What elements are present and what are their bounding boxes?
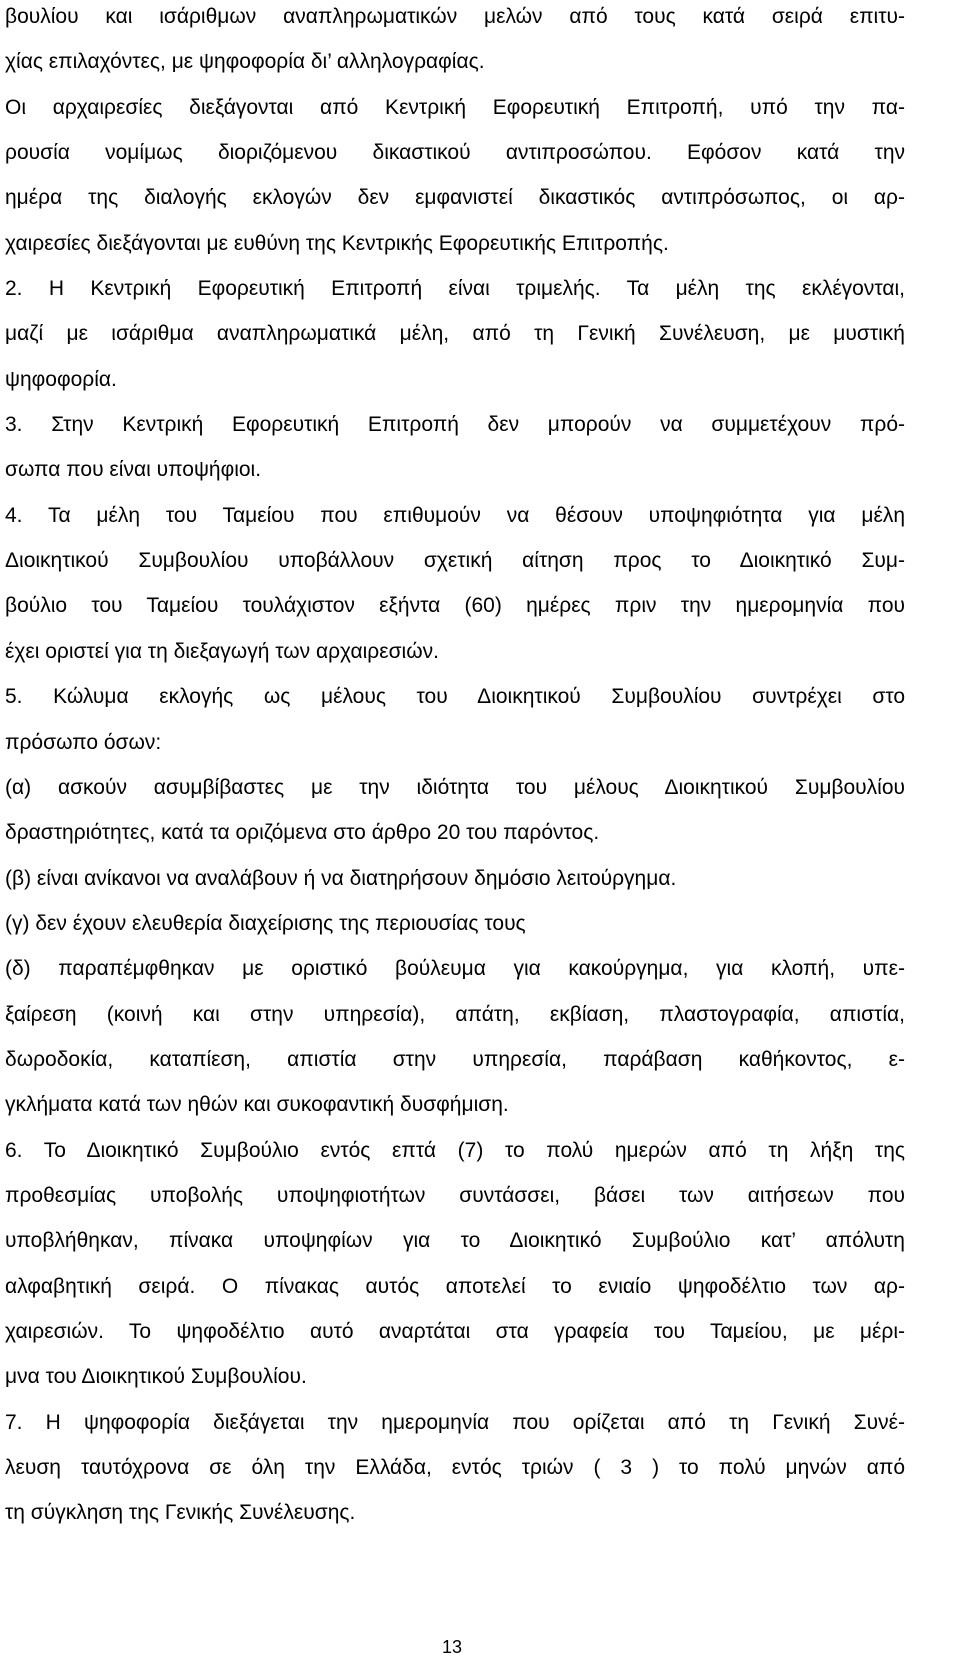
- text-line: 5. Κώλυμα εκλογής ως μέλους του Διοικητικού Συμβουλίου συντρέχει στο: [5, 685, 905, 709]
- text-line: προθεσμίας υποβολής υποψηφιοτήτων συντάσσει, βάσει των αιτήσεων που: [5, 1183, 905, 1207]
- document-body: [5, 0, 905, 1536]
- text-line: (β) είναι ανίκανοι να αναλάβουν ή να διατηρήσουν δημόσιο λειτούργημα.: [5, 866, 677, 890]
- text-line: αλφαβητική σειρά. Ο πίνακας αυτός αποτελεί το ενιαίο ψηφοδέλτιο των αρ-: [5, 1274, 905, 1298]
- text-line: 3. Στην Κεντρική Εφορευτική Επιτροπή δεν μπορούν να συμμετέχουν πρό-: [5, 413, 905, 437]
- text-line: 2. Η Κεντρική Εφορευτική Επιτροπή είναι τριμελής. Τα μέλη της εκλέγονται,: [5, 277, 905, 301]
- text-line: ψηφοφορία.: [5, 367, 117, 391]
- text-line: (α) ασκούν ασυμβίβαστες με την ιδιότητα του μέλους Διοικητικού Συμβουλίου: [5, 775, 905, 799]
- text-line: ξαίρεση (κοινή και στην υπηρεσία), απάτη, εκβίαση, πλαστογραφία, απιστία,: [5, 1002, 905, 1026]
- text-line: ρουσία νομίμως διοριζόμενου δικαστικού αντιπροσώπου. Εφόσον κατά την: [5, 141, 905, 165]
- text-line: δωροδοκία, καταπίεση, απιστία στην υπηρεσία, παράβαση καθήκοντος, ε-: [5, 1047, 905, 1071]
- text-line: χίας επιλαχόντες, με ψηφοφορία δι’ αλληλογραφίας.: [5, 50, 485, 74]
- text-line: 6. Το Διοικητικό Συμβούλιο εντός επτά (7) το πολύ ημερών από τη λήξη της: [5, 1138, 905, 1162]
- text-line: έχει οριστεί για τη διεξαγωγή των αρχαιρεσιών.: [5, 639, 439, 663]
- text-line: γκλήματα κατά των ηθών και συκοφαντική δυσφήμιση.: [5, 1093, 509, 1117]
- text-line: ημέρα της διαλογής εκλογών δεν εμφανιστεί δικαστικός αντιπρόσωπος, οι αρ-: [5, 186, 905, 210]
- text-line: τη σύγκληση της Γενικής Συνέλευσης.: [5, 1501, 356, 1525]
- text-line: χαιρεσίες διεξάγονται με ευθύνη της Κεντρικής Εφορευτικής Επιτροπής.: [5, 231, 669, 255]
- text-line: 7. Η ψηφοφορία διεξάγεται την ημερομηνία που ορίζεται από τη Γενική Συνέ-: [5, 1410, 905, 1434]
- document-page: [5, 0, 905, 1536]
- text-line: χαιρεσιών. Το ψηφοδέλτιο αυτό αναρτάται στα γραφεία του Ταμείου, με μέρι-: [5, 1319, 905, 1343]
- text-line: βουλίου και ισάριθμων αναπληρωματικών μελών από τους κατά σειρά επιτυ-: [5, 5, 905, 28]
- text-line: πρόσωπο όσων:: [5, 730, 162, 754]
- text-line: υποβλήθηκαν, πίνακα υποψηφίων για το Διοικητικό Συμβούλιο κατ’ απόλυτη: [5, 1229, 905, 1253]
- text-line: 4. Τα μέλη του Ταμείου που επιθυμούν να θέσουν υποψηφιότητα για μέλη: [5, 503, 905, 527]
- text-line: (γ) δεν έχουν ελευθερία διαχείρισης της περιουσίας τους: [5, 911, 526, 935]
- text-line: λευση ταυτόχρονα σε όλη την Ελλάδα, εντός τριών ( 3 ) το πολύ μηνών από: [5, 1456, 905, 1479]
- text-line: μαζί με ισάριθμα αναπληρωματικά μέλη, από τη Γενική Συνέλευση, με μυστική: [5, 322, 905, 346]
- text-line: βούλιο του Ταμείου τουλάχιστον εξήντα (60) ημέρες πριν την ημερομηνία που: [5, 594, 905, 618]
- text-line: σωπα που είναι υποψήφιοι.: [5, 458, 262, 482]
- text-line: Διοικητικού Συμβουλίου υποβάλλουν σχετική αίτηση προς το Διοικητικό Συμ-: [5, 549, 905, 573]
- text-line: Οι αρχαιρεσίες διεξάγονται από Κεντρική Εφορευτική Επιτροπή, υπό την πα-: [5, 95, 905, 119]
- text-line: (δ) παραπέμφθηκαν με οριστικό βούλευμα για κακούργημα, για κλοπή, υπε-: [5, 957, 905, 981]
- page-number: 13: [441, 1637, 463, 1657]
- text-line: δραστηριότητες, κατά τα οριζόμενα στο άρθρο 20 του παρόντος.: [5, 821, 600, 845]
- text-line: μνα του Διοικητικού Συμβουλίου.: [5, 1365, 307, 1389]
